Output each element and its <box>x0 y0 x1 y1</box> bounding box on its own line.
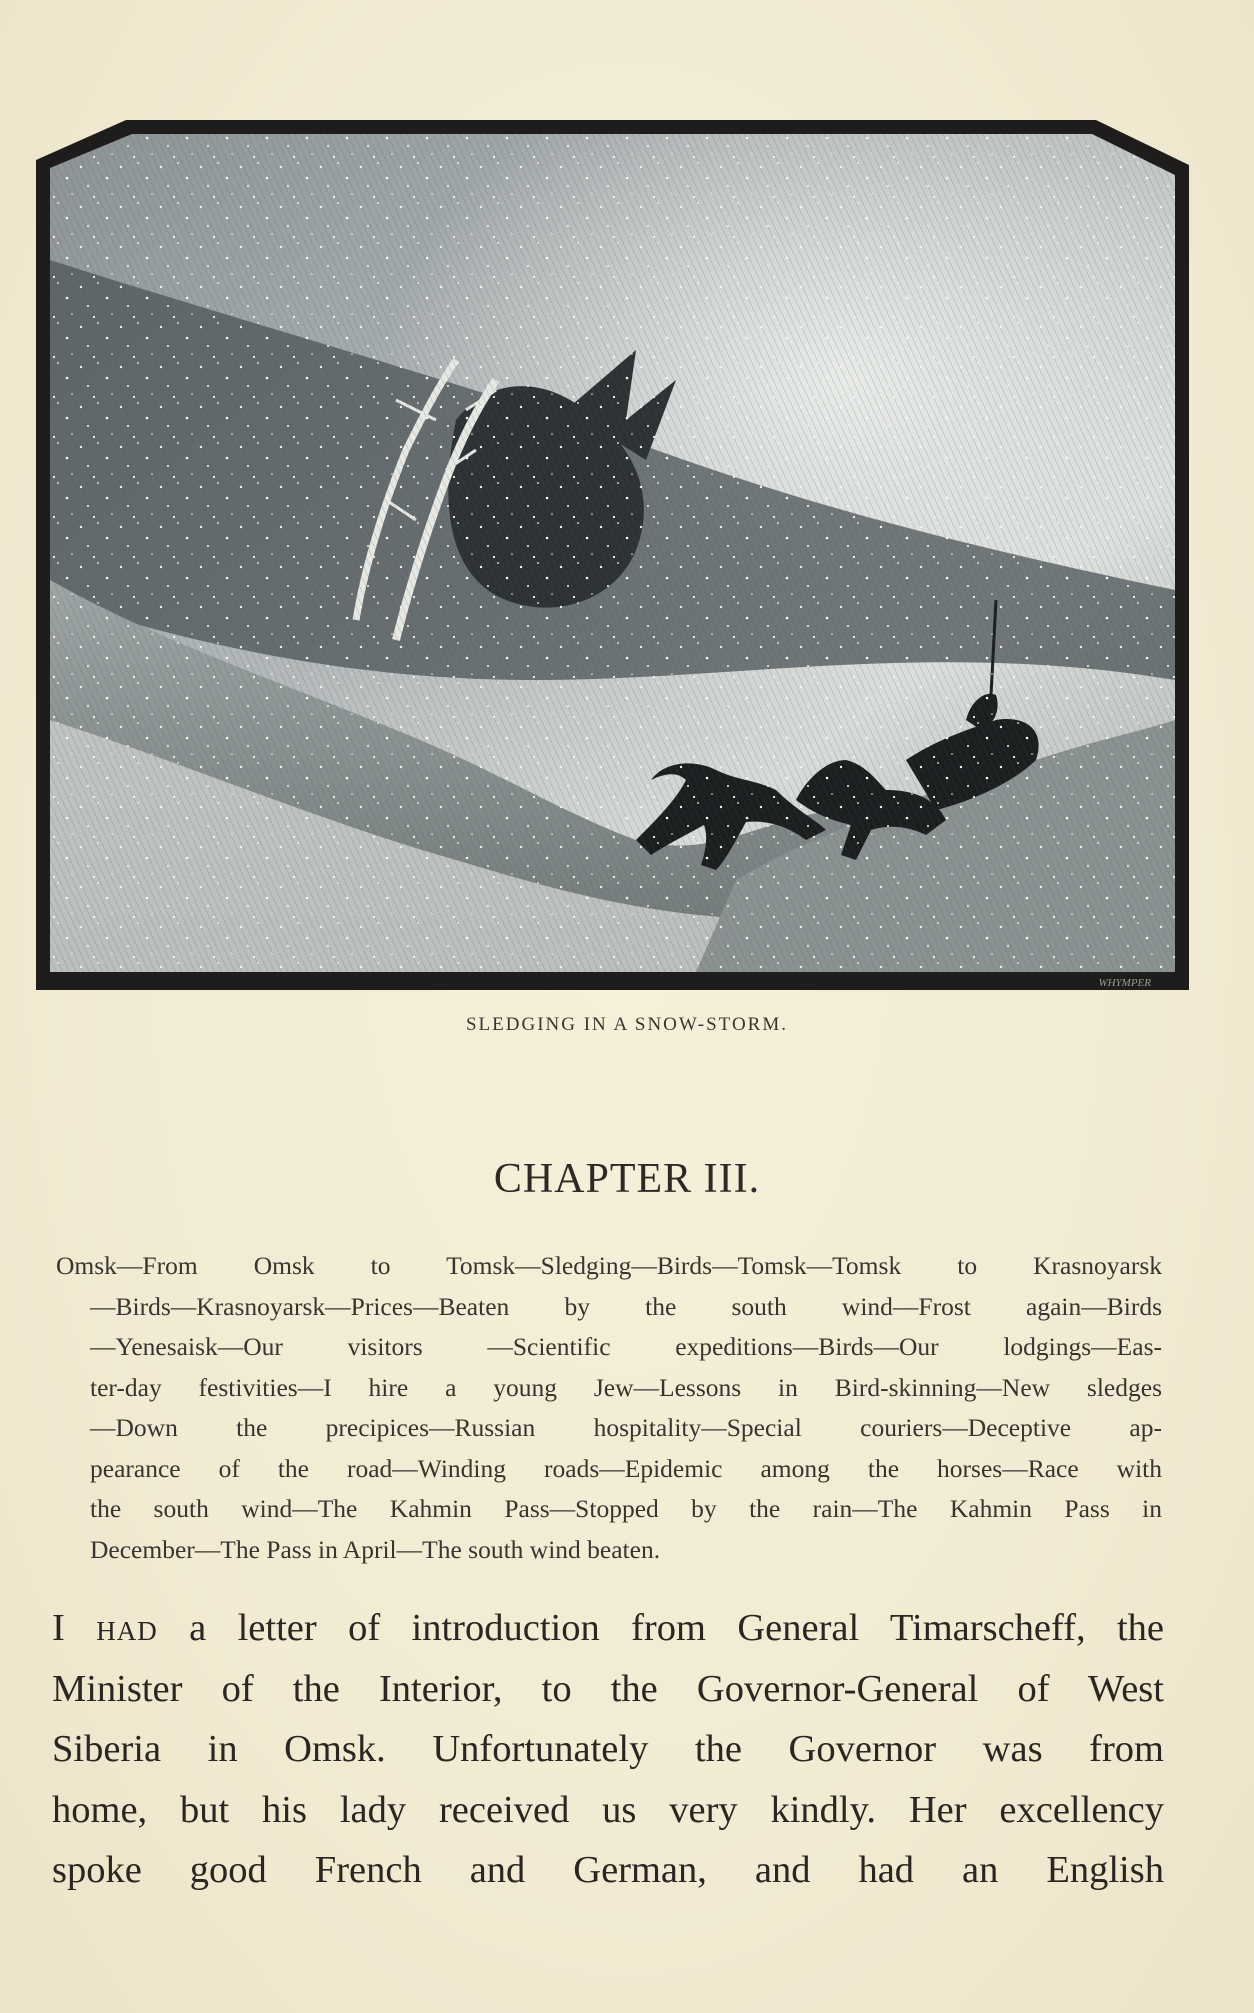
engraver-signature: WHYMPER <box>1098 977 1151 989</box>
body-paragraph <box>52 1598 1164 1901</box>
synopsis-line: —Yenesaisk—Our visitors —Scientific expeditions—Birds—Our lodgings—Eas- <box>90 1332 1162 1361</box>
opening-word: I <box>52 1607 65 1649</box>
chapter-title: CHAPTER III. <box>493 1156 761 1202</box>
body-line-first <box>52 1598 1164 1659</box>
illustration-svg <box>36 120 1189 990</box>
synopsis-line: —Birds—Krasnoyarsk—Prices—Beaten by the south wind—Frost again—Birds <box>90 1291 1162 1321</box>
sledging-illustration <box>36 120 1189 990</box>
synopsis-line: —Down the precipices—Russian hospitality—Special couriers—Deceptive ap- <box>90 1413 1162 1442</box>
opening-smallcaps: had <box>96 1607 158 1649</box>
body-line: spoke good French and German, and had an English <box>52 1849 1164 1891</box>
synopsis-line: the south wind—The Kahmin Pass—Stopped by the rain—The Kahmin Pass in <box>90 1494 1162 1523</box>
body-line: home, but his lady received us very kindly. Her excellency <box>52 1788 1164 1831</box>
first-line-text: a letter of introduction from General Timarscheff, the <box>189 1607 1164 1649</box>
illustration-caption: SLEDGING IN A SNOW-STORM. <box>465 1014 788 1035</box>
body-line: Minister of the Interior, to the Governor-General of West <box>52 1667 1164 1710</box>
chapter-synopsis <box>56 1246 1162 1570</box>
body-line: Siberia in Omsk. Unfortunately the Governor was from <box>52 1728 1164 1770</box>
synopsis-line: Omsk—From Omsk to Tomsk—Sledging—Birds—Tomsk—Tomsk to Krasnoyarsk <box>56 1251 1162 1280</box>
synopsis-line: ter-day festivities—I hire a young Jew—Lessons in Bird-skinning—New sledges <box>90 1372 1162 1402</box>
synopsis-line: pearance of the road—Winding roads—Epidemic among the horses—Race with <box>90 1453 1162 1483</box>
synopsis-line: December—The Pass in April—The south wind beaten. <box>90 1534 661 1564</box>
